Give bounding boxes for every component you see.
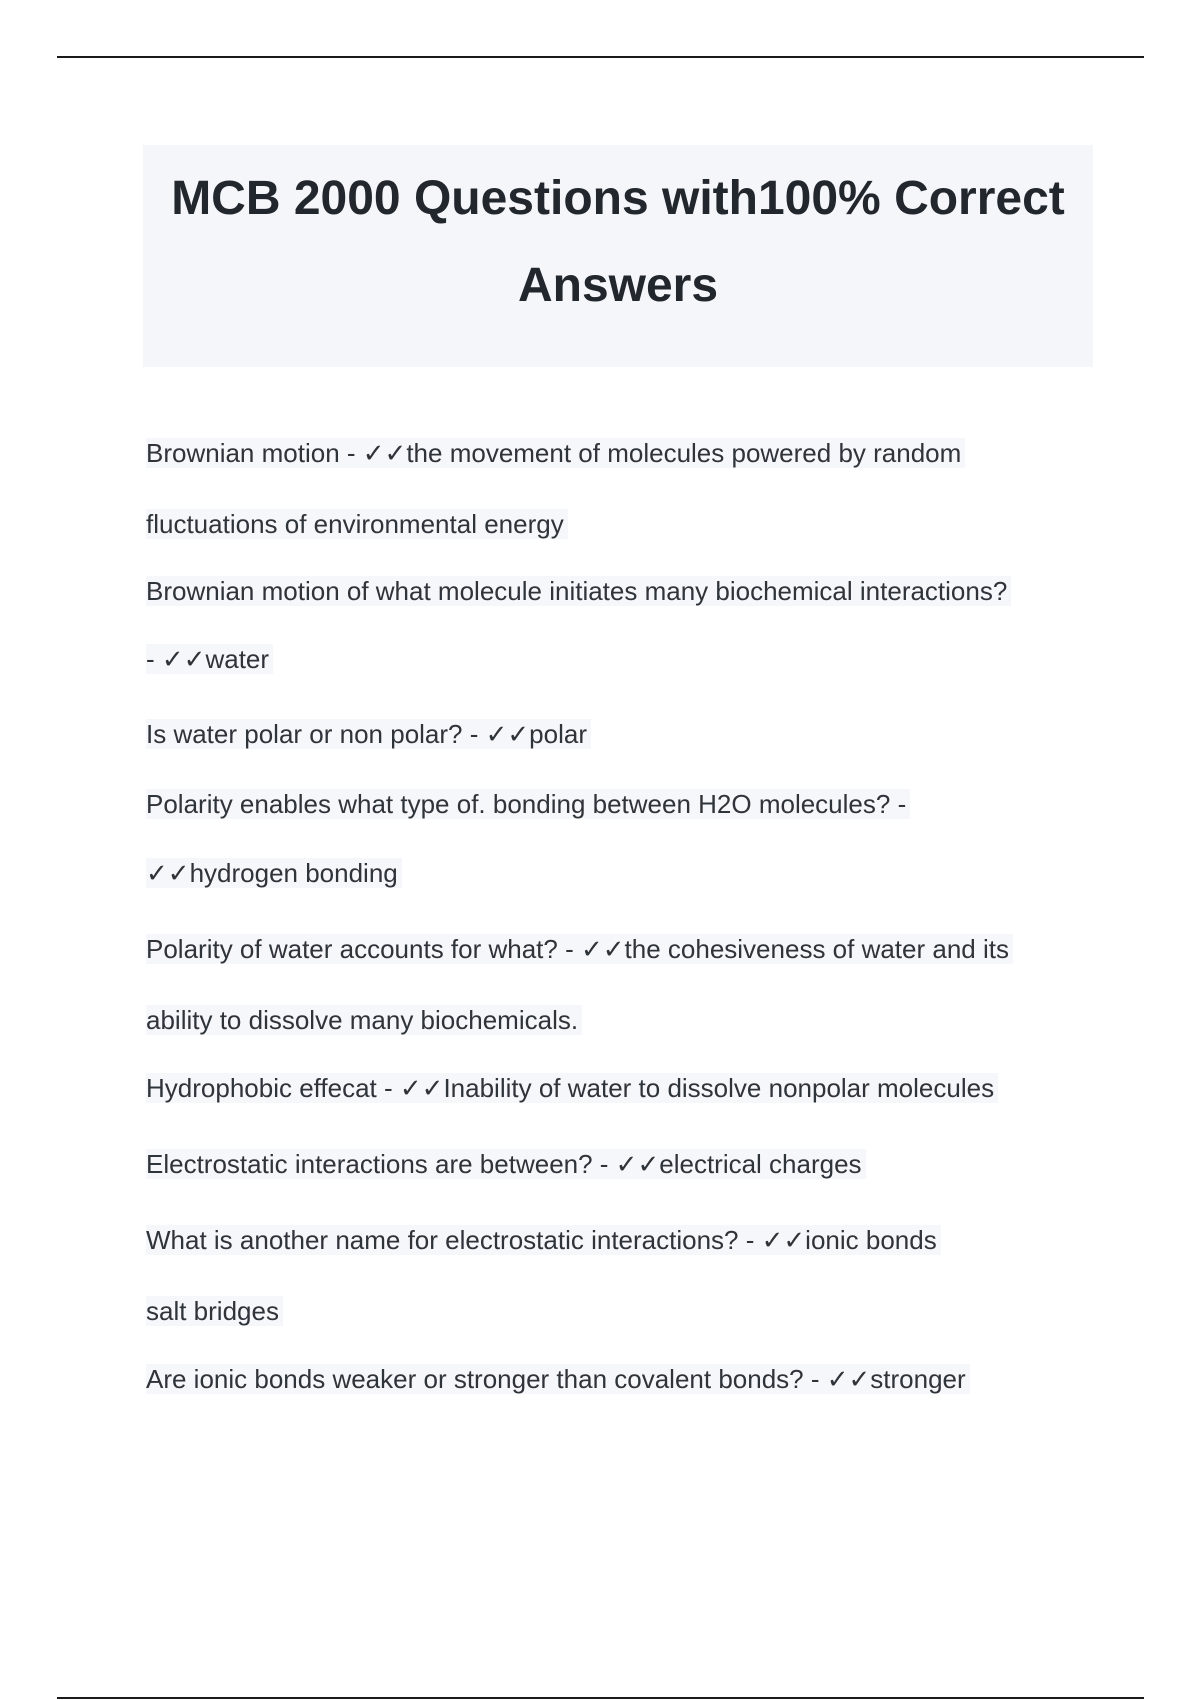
qa-line-text: Electrostatic interactions are between? - ✓✓electrical charges: [146, 1149, 866, 1179]
qa-line-text: salt bridges: [146, 1296, 283, 1326]
qa-line: [146, 640, 273, 678]
qa-line-text: ability to dissolve many biochemicals.: [146, 1005, 582, 1035]
qa-line-text: ✓✓hydrogen bonding: [146, 858, 402, 888]
qa-line: [146, 1069, 998, 1107]
qa-line: [146, 715, 591, 753]
qa-line-text: Hydrophobic effecat - ✓✓Inability of water to dissolve nonpolar molecules: [146, 1073, 998, 1103]
qa-line-text: Brownian motion of what molecule initiates many biochemical interactions?: [146, 576, 1011, 606]
qa-line-text: Brownian motion - ✓✓the movement of molecules powered by random: [146, 438, 965, 468]
title-block: [143, 145, 1093, 367]
qa-line-text: Are ionic bonds weaker or stronger than covalent bonds? - ✓✓stronger: [146, 1364, 970, 1394]
qa-line: [146, 1292, 283, 1330]
qa-line: [146, 1001, 582, 1039]
qa-line-text: What is another name for electrostatic interactions? - ✓✓ionic bonds: [146, 1225, 941, 1255]
qa-line-text: fluctuations of environmental energy: [146, 509, 568, 539]
document-title-line-1: MCB 2000 Questions with100% Correct: [171, 172, 1065, 225]
qa-line-text: Is water polar or non polar? - ✓✓polar: [146, 719, 591, 749]
qa-line-text: Polarity of water accounts for what? - ✓✓the cohesiveness of water and its: [146, 934, 1013, 964]
qa-line: [146, 854, 402, 892]
qa-line: [146, 1221, 941, 1259]
qa-line: [146, 572, 1011, 610]
document-title-line-2: Answers: [517, 259, 719, 312]
qa-line: [146, 1145, 866, 1183]
qa-line: [146, 930, 1013, 968]
qa-line: [146, 785, 910, 823]
qa-line-text: - ✓✓water: [146, 644, 273, 674]
header-rule: [57, 56, 1144, 58]
footer-rule: [57, 1697, 1144, 1699]
qa-line: [146, 1360, 970, 1398]
qa-line-text: Polarity enables what type of. bonding between H2O molecules? -: [146, 789, 910, 819]
qa-line: [146, 434, 965, 472]
qa-line: [146, 505, 568, 543]
